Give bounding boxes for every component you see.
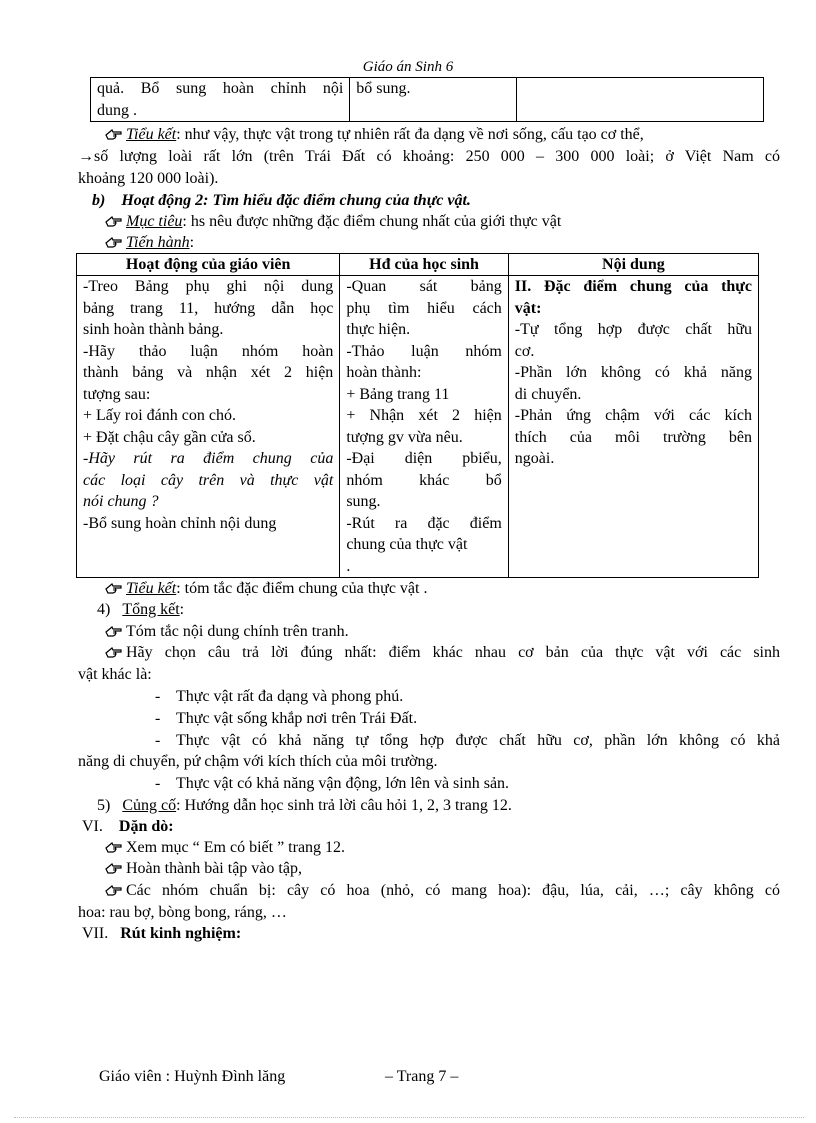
header-teacher: Hoạt động của giáo viên: [77, 254, 340, 276]
option-1: Thực vật rất đa dạng và phong phú.: [176, 688, 404, 705]
question-line1: [104, 642, 780, 663]
pointing-hand-icon: [104, 234, 124, 250]
cell-line: -Hãy rút ra điểm chung của: [83, 450, 334, 467]
pointing-hand-icon: [104, 126, 124, 142]
summary-1-line2: →số lượng loài rất lớn (trên Trái Đất có khoảng: 250 000 – 300 000 loài; ở Việt Nam có: [78, 148, 780, 165]
question-text: Hãy chọn câu trả lời đúng nhất: điểm khác nhau cơ bản của thực vật với các sinh: [126, 644, 780, 661]
option-bullet: -: [155, 732, 161, 749]
footer-page-number: – Trang 7 –: [385, 1068, 459, 1085]
cell-line: hoàn thành:: [346, 364, 422, 381]
cell-line: .: [346, 557, 351, 575]
homework-item-3-line2: hoa: rau bợ, bòng bong, ráng, …: [78, 904, 287, 921]
continuation-line: quả. Bổ sung hoàn chỉnh nội: [97, 80, 344, 97]
cell-line: di chuyển.: [514, 385, 582, 403]
footer-teacher: Giáo viên : Huỳnh Đình lăng: [99, 1068, 286, 1085]
cell-line: cơ.: [514, 342, 535, 360]
option-3: Thực vật có khả năng tự tổng hợp được chất hữu cơ, phần lớn không có khả: [176, 732, 780, 749]
procedure-colon: :: [189, 234, 195, 251]
summary-content-text: Tóm tắc nội dung chính trên tranh.: [126, 623, 349, 640]
option-3-line2: năng di chuyển, pứ chậm với kích thích của môi trường.: [78, 753, 438, 770]
pointing-hand-icon: [104, 860, 124, 876]
cell-line: nói chung ?: [83, 493, 159, 510]
reinforce-number: 5): [97, 797, 111, 814]
continuation-col-student: [350, 78, 516, 122]
cell-line: -Tự tổng hợp được chất hữu: [514, 321, 752, 338]
summary-1-label: Tiểu kết: [126, 126, 177, 143]
pointing-hand-icon: [104, 882, 124, 898]
objective-line: [104, 211, 561, 232]
review-label: Tổng kết: [122, 601, 180, 618]
homework-item-1: [104, 837, 345, 858]
cell-line: II. Đặc điểm chung của thực: [514, 278, 752, 295]
homework-heading: [82, 816, 174, 837]
cell-line: -Rút ra đặc điểm: [346, 514, 502, 532]
cell-line: sinh hoàn thành bảng.: [83, 321, 224, 338]
summary-2: [104, 578, 427, 599]
reinforce-label: Củng cố: [122, 797, 177, 814]
summary-1: [104, 124, 644, 145]
cell-line: bảng trang 11, hướng dẫn học: [83, 299, 334, 317]
review-number: 4): [97, 601, 111, 618]
cell-line: nhóm khác bổ: [346, 471, 502, 489]
cell-line: tượng gv vừa nêu.: [346, 428, 463, 446]
homework-label: Dặn dò: [118, 818, 169, 835]
summary-2-text: : tóm tắc đặc điểm chung của thực vật .: [176, 580, 428, 597]
option-bullet: -: [155, 775, 161, 792]
cell-line: thành bảng và nhận xét 2 hiện: [83, 364, 334, 381]
summary-1-text: : như vậy, thực vật trong tự nhiên rất đa dạng về nơi sống, cấu tạo cơ thể,: [176, 126, 644, 143]
cell-line: thực hiện.: [346, 321, 411, 338]
homework-colon: :: [168, 818, 174, 835]
pointing-hand-icon: [104, 580, 124, 596]
review-heading: [97, 599, 184, 620]
content-cell: [508, 276, 758, 578]
cell-line: -Bổ sung hoàn chỉnh nội dung: [83, 514, 277, 532]
student-activity-cell: [340, 276, 508, 578]
option-2: Thực vật sống khắp nơi trên Trái Đất.: [176, 710, 418, 727]
cell-line: -Đại diện pbiểu,: [346, 450, 502, 467]
reinforce-line: [97, 795, 512, 816]
reflection-heading: [82, 923, 241, 944]
procedure-label: Tiến hành: [126, 234, 190, 251]
cell-line: + Nhận xét 2 hiện: [346, 407, 502, 424]
homework-item-3-text: Các nhóm chuẩn bị: cây có hoa (nhỏ, có mang hoa): đậu, lúa, cải, …; cây không có: [126, 882, 780, 899]
summary-1-line3: khoảng 120 000 loài).: [78, 170, 219, 187]
pointing-hand-icon: [104, 839, 124, 855]
objective-label: Mục tiêu: [126, 213, 183, 230]
page-header-title: Giáo án Sinh 6: [362, 59, 454, 75]
page-bottom-border: [14, 1117, 804, 1118]
header-student: Hđ của học sinh: [340, 254, 508, 276]
cell-line: -Quan sát bảng: [346, 278, 502, 295]
activity-2-heading: [92, 190, 471, 211]
homework-item-2: [104, 858, 302, 879]
cell-line: -Hãy thảo luận nhóm hoàn: [83, 342, 334, 360]
objective-text: : hs nêu được những đặc điểm chung nhất của giới thực vật: [182, 213, 562, 230]
cell-line: -Thảo luận nhóm: [346, 342, 502, 360]
teacher-activity-cell: [77, 276, 340, 578]
option-bullet: -: [155, 688, 161, 705]
activity-2-title: Hoạt động 2: Tìm hiểu đặc điểm chung của thực vật.: [121, 192, 471, 209]
header-content: Nội dung: [508, 254, 758, 276]
pointing-hand-icon: [104, 623, 124, 639]
pointing-hand-icon: [104, 644, 124, 660]
homework-item-3: [104, 880, 780, 901]
continuation-line: bổ sung.: [356, 80, 411, 97]
reflection-colon: :: [235, 925, 242, 942]
reflection-label: Rút kinh nghiệm: [120, 925, 236, 942]
review-colon: :: [179, 601, 185, 618]
cell-line: phụ tìm hiểu cách: [346, 299, 502, 317]
summary-content-line: [104, 621, 349, 642]
cell-line: -Phản ứng chậm với các kích: [514, 407, 752, 424]
homework-item-2-text: Hoàn thành bài tập vào tập,: [126, 860, 302, 877]
procedure-line: [104, 232, 194, 253]
summary-2-label: Tiểu kết: [126, 580, 177, 597]
cell-line: tượng sau:: [83, 385, 151, 403]
option-4: Thực vật có khả năng vận động, lớn lên và sinh sản.: [176, 775, 510, 792]
cell-line: + Đặt chậu cây gần cửa sổ.: [83, 428, 256, 446]
cell-line: thích của môi trường bên: [514, 428, 752, 446]
continuation-line: dung .: [97, 101, 137, 119]
cell-line: các loại cây trên và thực vật: [83, 471, 334, 489]
cell-line: -Treo Bảng phụ ghi nội dung: [83, 278, 334, 295]
cell-line: ngoài.: [514, 450, 555, 467]
cell-line: vật:: [514, 299, 542, 317]
cell-line: chung của thực vật: [346, 536, 468, 553]
question-line2: vật khác là:: [78, 666, 152, 683]
option-bullet: -: [155, 710, 161, 727]
reflection-number: VII.: [82, 925, 109, 942]
cell-line: sung.: [346, 493, 381, 510]
continuation-table: [90, 77, 764, 122]
continuation-col-content: [516, 78, 763, 122]
activity-2-label: b): [92, 192, 106, 209]
cell-line: + Lấy roi đánh con chó.: [83, 407, 236, 424]
continuation-col-teacher: [91, 78, 350, 122]
reinforce-text: : Hướng dẫn học sinh trả lời câu hỏi 1, 2, 3 trang 12.: [176, 797, 512, 814]
homework-number: VI.: [82, 818, 103, 835]
pointing-hand-icon: [104, 213, 124, 229]
activity-table: [76, 253, 759, 578]
cell-line: + Bảng trang 11: [346, 385, 450, 403]
cell-line: -Phần lớn không có khả năng: [514, 364, 752, 381]
homework-item-1-text: Xem mục “ Em có biết ” trang 12.: [126, 839, 346, 856]
